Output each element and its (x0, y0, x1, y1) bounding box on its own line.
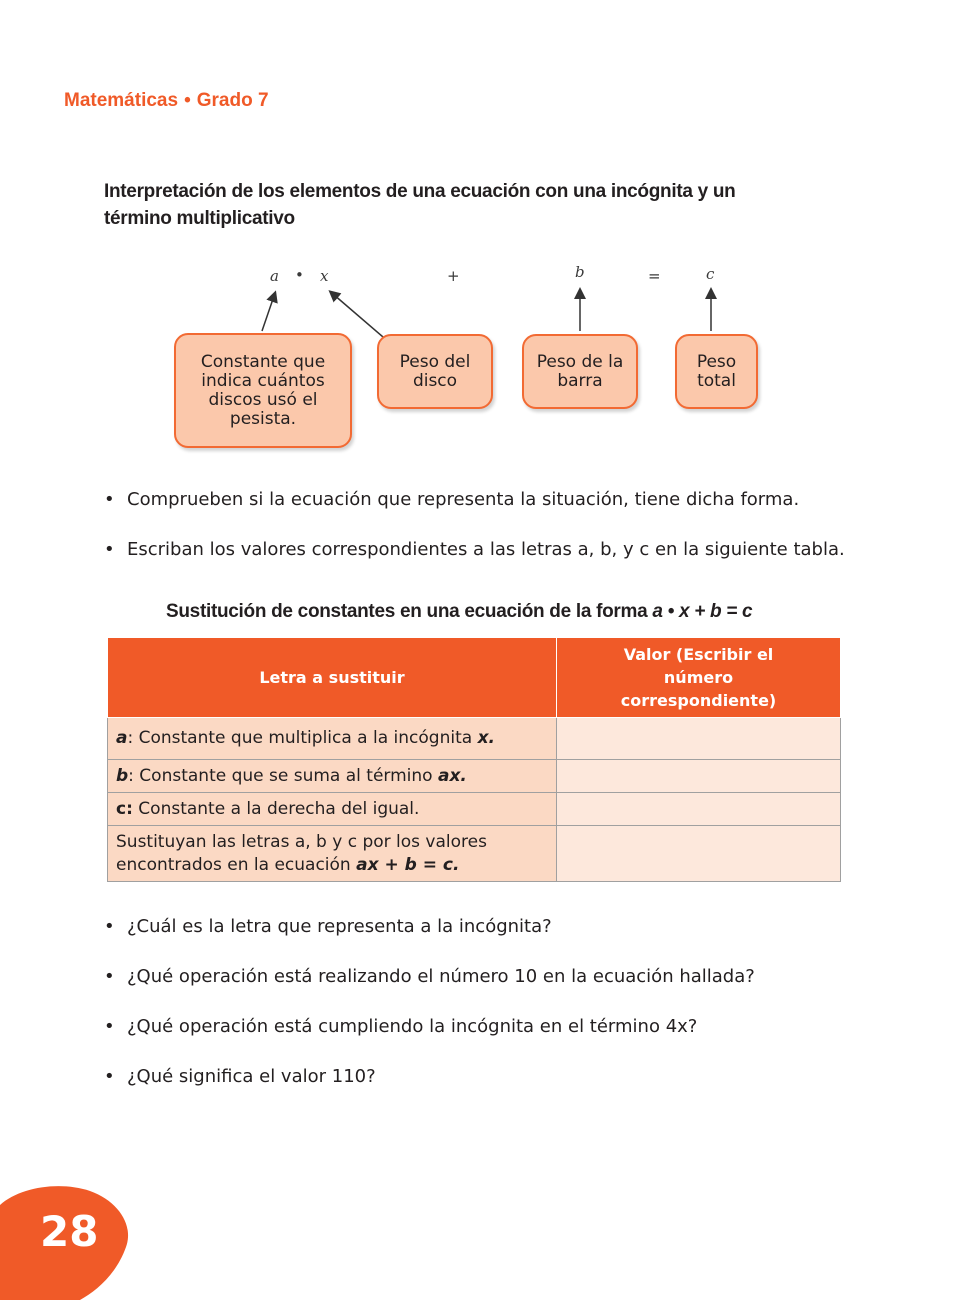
bullet-mark: • (104, 916, 115, 937)
value-cell[interactable] (557, 793, 841, 826)
value-cell[interactable] (557, 760, 841, 793)
box-bar-weight: Peso de la barra (522, 334, 638, 409)
bullet-text: ¿Qué significa el valor 110? (127, 1066, 376, 1087)
value-cell[interactable] (557, 718, 841, 760)
table-row (108, 760, 841, 793)
row-emph: ax + b = c. (356, 854, 460, 875)
bullet-text: ¿Cuál es la letra que representa a la incógnita? (127, 916, 552, 937)
column-header-value: Valor (Escribir el número correspondiente) (557, 638, 841, 718)
bullet-text: ¿Qué operación está cumpliendo la incógnita en el término 4x? (127, 1016, 698, 1037)
column-header-letter: Letra a sustituir (108, 638, 557, 718)
grade-label: Grado 7 (196, 90, 269, 111)
arrow-x (333, 294, 383, 337)
table-header-row (108, 638, 841, 718)
table-title (166, 601, 752, 623)
table-title-text: Sustitución de constantes en una ecuación de la forma (166, 601, 648, 622)
header-separator: • (184, 90, 191, 111)
row-text: Constante a la derecha del igual. (132, 798, 420, 819)
row-text: : Constante que multiplica a la incógnita (127, 728, 478, 748)
bullet-text: Escriban los valores correspondientes a las letras a, b, y c en la siguiente tabla. (127, 539, 845, 560)
page-header (64, 90, 269, 112)
eq-symbol-plus: + (447, 267, 460, 285)
bullet-text: ¿Qué operación está realizando el número 10 en la ecuación hallada? (127, 966, 755, 987)
substitution-table (107, 637, 841, 882)
table-title-formula: a • x + b = c (652, 601, 753, 622)
value-cell[interactable] (557, 826, 841, 882)
eq-symbol-x: x (320, 267, 329, 285)
row-letter: b (116, 765, 129, 786)
bullet-mark: • (104, 539, 115, 560)
box-constant-a: Constante que indica cuántos discos usó el pesista. (174, 333, 352, 448)
arrow-a (262, 296, 274, 331)
letter-cell (108, 793, 557, 826)
row-text: Sustituyan las letras a, b y c por los valores encontrados en la ecuación (116, 831, 487, 875)
bullet-text: Comprueben si la ecuación que representa la situación, tiene dicha forma. (127, 489, 800, 510)
eq-symbol-dot: • (295, 266, 304, 284)
table-row (108, 793, 841, 826)
table-row (108, 718, 841, 760)
eq-symbol-equals: = (648, 267, 661, 285)
table-row (108, 826, 841, 882)
row-letter: a (116, 728, 128, 748)
bullet-mark: • (104, 1066, 115, 1087)
box-total-weight: Peso total (675, 334, 758, 409)
subject-label: Matemáticas (64, 90, 179, 111)
row-text: : Constante que se suma al término (128, 765, 438, 786)
letter-cell (108, 760, 557, 793)
row-emph: x. (477, 728, 496, 748)
row-emph: ax. (437, 765, 467, 786)
eq-symbol-b: b (575, 263, 585, 281)
bullet-mark: • (104, 489, 115, 510)
section-title: Interpretación de los elementos de una ecuación con una incógnita y un término multiplicativo (104, 181, 736, 229)
page-number: 28 (40, 1207, 99, 1256)
box-disc-weight: Peso del disco (377, 334, 493, 409)
row-letter: c: (116, 798, 133, 819)
letter-cell (108, 826, 557, 882)
letter-cell (108, 718, 557, 760)
eq-symbol-a: a (270, 267, 279, 285)
bullet-mark: • (104, 966, 115, 987)
bullet-mark: • (104, 1016, 115, 1037)
eq-symbol-c: c (706, 265, 715, 283)
